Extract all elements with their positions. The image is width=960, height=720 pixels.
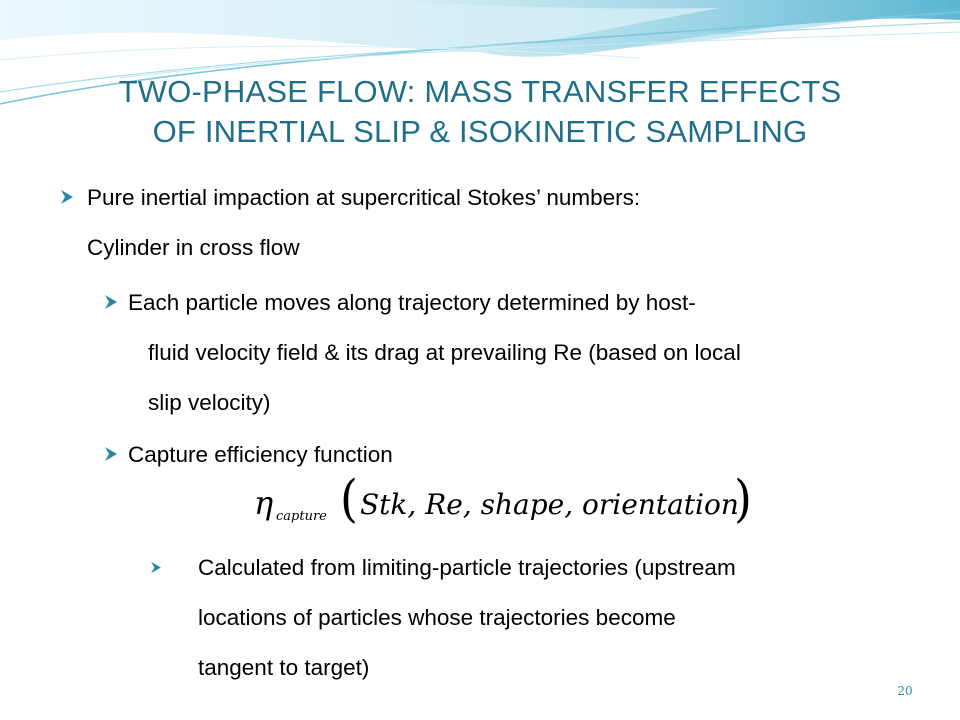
slide-page-number: 20 [897, 684, 913, 698]
bullet-text-line: Each particle moves along trajectory determined by host- [128, 290, 696, 315]
equation-symbol: η [254, 484, 274, 522]
arrow-bullet-icon [104, 446, 118, 462]
equation-arguments: Stk, Re, shape, orientation [360, 488, 739, 521]
bullet-text-line: fluid velocity field & its drag at prevailing Re (based on local [148, 340, 741, 365]
arrow-bullet-icon [60, 189, 74, 205]
arrow-bullet-icon [104, 294, 118, 310]
equation-subscript: capture [276, 509, 327, 524]
arrow-bullet-icon [150, 561, 162, 574]
bullet-text-line: slip velocity) [148, 390, 271, 415]
slide-title-line-1: TWO-PHASE FLOW: MASS TRANSFER EFFECTS [118, 74, 842, 109]
capture-efficiency-equation [248, 474, 768, 534]
bullet-text-line: Calculated from limiting-particle trajectories (upstream [198, 555, 736, 580]
bullet-text-line: Pure inertial impaction at supercritical Stokes’ numbers: [87, 185, 641, 210]
bullet-text-line: locations of particles whose trajectories become [198, 605, 676, 630]
left-paren: ( [340, 474, 358, 529]
bullet-text-line: Capture efficiency function [128, 442, 393, 467]
bullet-text-line: tangent to target) [198, 655, 370, 680]
slide-title-line-2: OF INERTIAL SLIP & ISOKINETIC SAMPLING [152, 114, 808, 149]
slide-title [40, 72, 920, 152]
right-paren: ) [734, 474, 752, 529]
bullet-text-line: Cylinder in cross flow [87, 235, 300, 260]
